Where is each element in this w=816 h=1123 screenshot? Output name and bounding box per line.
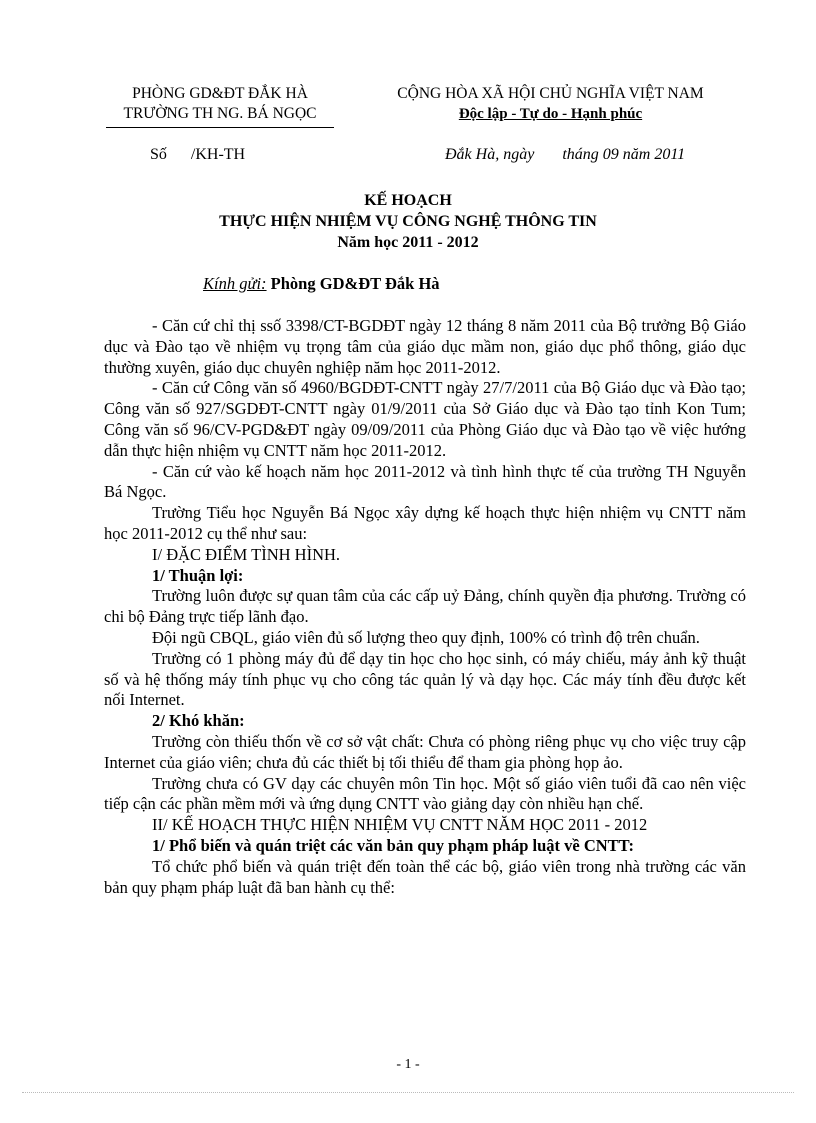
- body-paragraph: Tổ chức phổ biến và quán triệt đến toàn thể các bộ, giáo viên trong nhà trường các văn bản quy phạm pháp luật đã ban hành cụ thể:: [104, 856, 746, 897]
- body-paragraph: Trường có 1 phòng máy đủ để dạy tin học cho học sinh, có máy chiếu, máy ảnh kỹ thuật số và hệ thống máy tính phục vụ cho công tác quản lý và dạy học. Các máy tính đều được kết nối Internet.: [104, 648, 746, 710]
- title-line-3: Năm học 2011 - 2012: [337, 234, 479, 251]
- page-bottom-border: [22, 1092, 794, 1093]
- document-title: [0, 190, 816, 253]
- recipient-line: [203, 274, 440, 294]
- body-paragraph: Đội ngũ CBQL, giáo viên đủ số lượng theo quy định, 100% có trình độ trên chuẩn.: [152, 627, 700, 647]
- school-name: TRƯỜNG TH NG. BÁ NGỌC: [123, 105, 317, 122]
- document-date: Đắk Hà, ngày tháng 09 năm 2011: [445, 146, 686, 163]
- body-paragraph: - Căn cứ vào kế hoạch năm học 2011-2012 và tình hình thực tế của trường TH Nguyễn Bá Ngọc.: [104, 461, 746, 502]
- document-number: Số /KH-TH: [150, 146, 246, 163]
- title-line-1: KẾ HOẠCH: [364, 192, 452, 209]
- body-paragraph: I/ ĐẶC ĐIỂM TÌNH HÌNH.: [152, 544, 341, 564]
- national-title: CỘNG HÒA XÃ HỘI CHỦ NGHĨA VIỆT NAM: [397, 85, 704, 102]
- recipient-label: Kính gửi:: [203, 274, 267, 293]
- body-paragraph: - Căn cứ Công văn số 4960/BGDĐT-CNTT ngày 27/7/2011 của Bộ Giáo dục và Đào tạo; Công văn số 927/SGDĐT-CNTT ngày 01/9/2011 của Sở Giáo dục và Đào tạo tỉnh Kon Tum; Công văn số 96/CV-PGD&ĐT ngày 09/09/2011 của Phòng Giáo dục và Đào tạo về việc hướng dẫn thực hiện nhiệm vụ CNTT năm học 2011-2012.: [104, 378, 746, 460]
- body-paragraph: 1/ Thuận lợi:: [152, 565, 244, 585]
- body-paragraph: - Căn cứ chỉ thị ssố 3398/CT-BGDĐT ngày 12 tháng 8 năm 2011 của Bộ trưởng Bộ Giáo dục và Đào tạo về nhiệm vụ trọng tâm của giáo dục mầm non, giáo dục phổ thông, giáo dục thường xuyên, giáo dục chuyên nghiệp năm học 2011-2012.: [104, 316, 746, 377]
- header-left-agency: [100, 84, 340, 128]
- body-paragraph: 2/ Khó khăn:: [152, 711, 245, 731]
- header-left-underline: [106, 127, 334, 128]
- body-paragraph: Trường chưa có GV dạy các chuyên môn Tin học. Một số giáo viên tuổi đã cao nên việc tiếp cận các phần mềm mới và ứng dụng CNTT vào giảng dạy còn nhiều hạn chế.: [104, 773, 746, 814]
- body-paragraph: Trường Tiểu học Nguyễn Bá Ngọc xây dựng kế hoạch thực hiện nhiệm vụ CNTT năm học 2011-2012 cụ thể như sau:: [104, 503, 746, 543]
- body-paragraph: 1/ Phổ biến và quán triệt các văn bản quy phạm pháp luật về CNTT:: [152, 835, 634, 855]
- body-paragraph: II/ KẾ HOẠCH THỰC HIỆN NHIỆM VỤ CNTT NĂM HỌC 2011 - 2012: [152, 815, 648, 835]
- department-name: PHÒNG GD&ĐT ĐẮK HÀ: [132, 85, 308, 102]
- document-body: [104, 316, 746, 898]
- body-paragraph: Trường luôn được sự quan tâm của các cấp uỷ Đảng, chính quyền địa phương. Trường có chi bộ Đảng trực tiếp lãnh đạo.: [104, 586, 746, 627]
- national-motto: Độc lập - Tự do - Hạnh phúc: [458, 106, 643, 122]
- header-right-national: [358, 84, 743, 124]
- page-number: - 1 -: [396, 1057, 420, 1072]
- title-line-2: THỰC HIỆN NHIỆM VỤ CÔNG NGHỆ THÔNG TIN: [219, 213, 597, 230]
- recipient-name: Phòng GD&ĐT Đắk Hà: [266, 274, 440, 293]
- body-paragraph: Trường còn thiếu thốn về cơ sở vật chất: Chưa có phòng riêng phục vụ cho việc truy cập Internet của giáo viên; chưa đủ các thiết bị tối thiểu để tham gia phòng họp ảo.: [104, 731, 746, 772]
